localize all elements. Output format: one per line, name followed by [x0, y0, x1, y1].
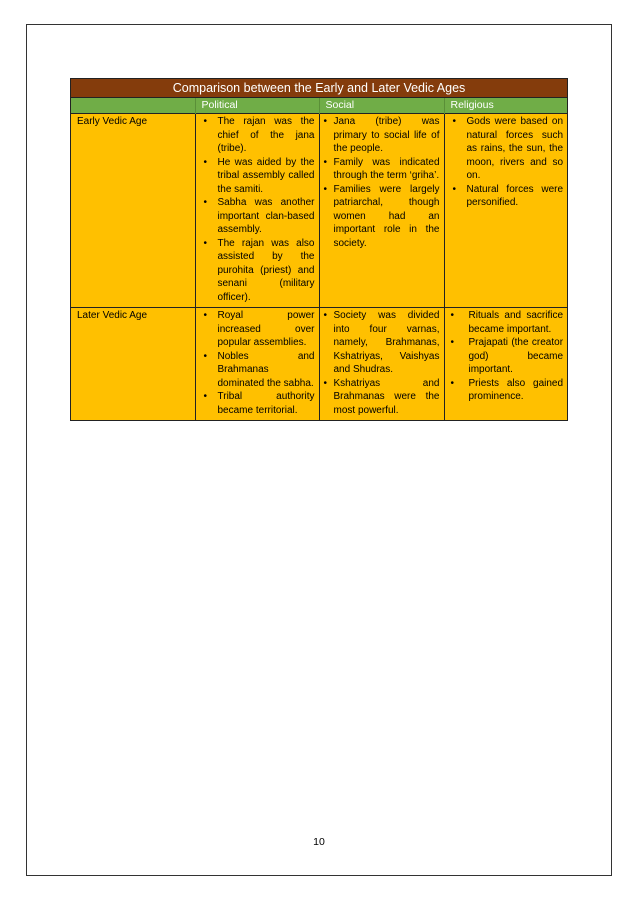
list-item: • Rituals and sacrifice became important. — [449, 309, 564, 336]
header-religious: Religious — [444, 98, 567, 114]
table-row-later — [71, 308, 567, 421]
row-label-early: Early Vedic Age — [71, 114, 195, 308]
list-item: • Gods were based on natural forces such as rains, the sun, the moon, rivers and so on. — [449, 115, 564, 183]
list-item: • Sabha was another important clan-based assembly. — [200, 196, 315, 237]
table-header-row — [71, 98, 567, 114]
list-item: • Society was divided into four varnas, namely, Brahmanas, Kshatriyas, Vaishyas and Shudras. — [324, 309, 440, 377]
header-empty — [71, 98, 195, 114]
row-label-later: Later Vedic Age — [71, 308, 195, 421]
list-item: • The rajan was the chief of the jana (tribe). — [200, 115, 315, 156]
list-item: • He was aided by the tribal assembly called the samiti. — [200, 156, 315, 197]
list-item: • Nobles and Brahmanas dominated the sabha. — [200, 350, 315, 391]
later-religious-cell — [444, 308, 567, 421]
list-item: • Prajapati (the creator god) became important. — [449, 336, 564, 377]
list-item: • The rajan was also assisted by the purohita (priest) and senani (military officer). — [200, 237, 315, 305]
list-item: • Royal power increased over popular assemblies. — [200, 309, 315, 350]
table-row-early — [71, 114, 567, 308]
page-number: 10 — [313, 836, 325, 848]
header-social: Social — [319, 98, 444, 114]
table-title-row — [71, 79, 567, 98]
list-item: • Family was indicated through the term ‘griha’. — [324, 156, 440, 183]
header-political: Political — [195, 98, 319, 114]
list-item: • Tribal authority became territorial. — [200, 390, 315, 417]
early-social-cell — [319, 114, 444, 308]
early-religious-cell — [444, 114, 567, 308]
list-item: • Jana (tribe) was primary to social life of the people. — [324, 115, 440, 156]
early-political-cell — [195, 114, 319, 308]
later-political-cell — [195, 308, 319, 421]
list-item: • Kshatriyas and Brahmanas were the most powerful. — [324, 377, 440, 418]
comparison-table — [70, 78, 568, 421]
list-item: • Families were largely patriarchal, though women had an important role in the society. — [324, 183, 440, 251]
list-item: • Natural forces were personified. — [449, 183, 564, 210]
table-title: Comparison between the Early and Later Vedic Ages — [71, 79, 567, 98]
list-item: • Priests also gained prominence. — [449, 377, 564, 404]
later-social-cell — [319, 308, 444, 421]
